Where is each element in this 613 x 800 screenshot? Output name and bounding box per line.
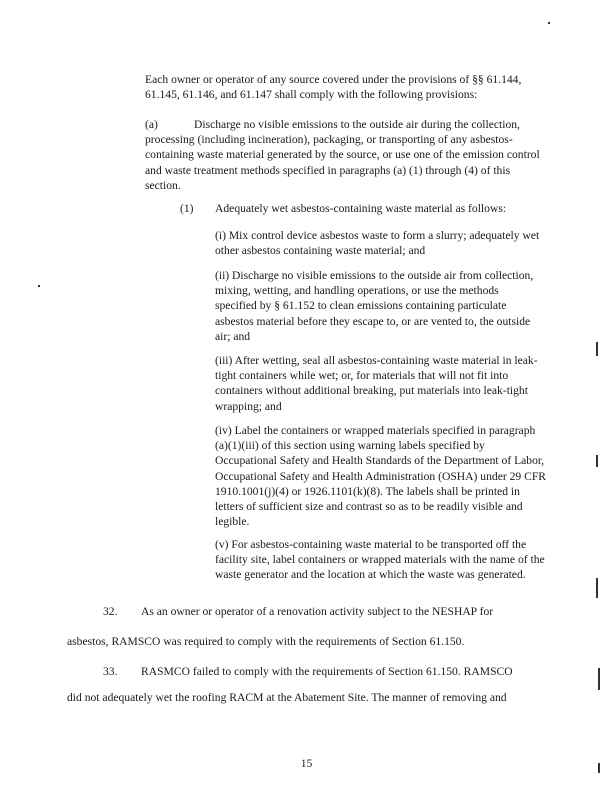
paragraph-1-label: (1)	[180, 202, 194, 215]
intro-paragraph: Each owner or operator of any source covered under the provisions of §§ 61.144, 61.145, 61.146, and 61.147 shall comply with the following provisions:	[145, 73, 522, 102]
paragraph-a-label: (a)	[145, 118, 158, 131]
paragraph-1	[180, 201, 550, 216]
sub-item-ii: (ii) Discharge no visible emissions to the outside air from collection, mixing, wetting, and handling operations, or use the methods specified by § 61.152 to clean emissions containing particulate asbestos material before they escape to, or are vented to, the outside air; and	[215, 269, 534, 343]
page-number: 15	[300, 757, 313, 770]
sub-item-v: (v) For asbestos-containing waste material to be transported off the facility site, label containers or wrapped materials with the name of the waste generator and the location at which the waste was generated.	[215, 538, 545, 582]
paragraph-33-line-1: RASMCO failed to comply with the requirements of Section 61.150. RAMSCO	[141, 665, 513, 678]
paragraph-a	[145, 117, 546, 193]
paragraph-32-line-2: asbestos, RAMSCO was required to comply with the requirements of Section 61.150.	[67, 635, 465, 648]
scan-mark	[548, 22, 550, 24]
paragraph-33-line-2: did not adequately wet the roofing RACM at the Abatement Site. The manner of removing and	[67, 691, 507, 704]
sub-item-iv: (iv) Label the containers or wrapped materials specified in paragraph (a)(1)(iii) of this section using warning labels specified by Occupational Safety and Health Standards of the Department of Labor, Occupational Safety and Health Administration (OSHA) under 29 CFR 1910.1001(j)(4) or 1926.1101(k)(8). The labels shall be printed in letters of sufficient size and contrast so as to be readily visible and legible.	[215, 424, 547, 529]
paragraph-33-number: 33.	[103, 665, 118, 678]
sub-item-i: (i) Mix control device asbestos waste to form a slurry; adequately wet other asbestos containing waste material; and	[215, 229, 540, 258]
paragraph-1-text: Adequately wet asbestos-containing waste material as follows:	[215, 202, 507, 215]
paragraph-32-line-1: As an owner or operator of a renovation activity subject to the NESHAP for	[141, 605, 494, 618]
paragraph-a-text: Discharge no visible emissions to the outside air during the collection, processing (including incineration), packaging, or transporting of any asbestos-containing waste material generated by the source, or use one of the emission control and waste treatment methods specified in paragraphs (a) (1) through (4) of this section.	[145, 118, 540, 192]
paragraph-32-number: 32.	[103, 605, 118, 618]
sub-item-iii: (iii) After wetting, seal all asbestos-containing waste material in leak-tight containers while wet; or, for materials that will not fit into containers without additional breaking, put materials into leak-tight wrapping; and	[215, 354, 538, 413]
scan-mark	[596, 342, 598, 356]
scan-mark	[596, 455, 598, 467]
scan-mark	[598, 763, 600, 773]
scan-mark	[38, 285, 40, 287]
scan-mark	[596, 578, 598, 598]
scan-mark	[598, 668, 600, 690]
